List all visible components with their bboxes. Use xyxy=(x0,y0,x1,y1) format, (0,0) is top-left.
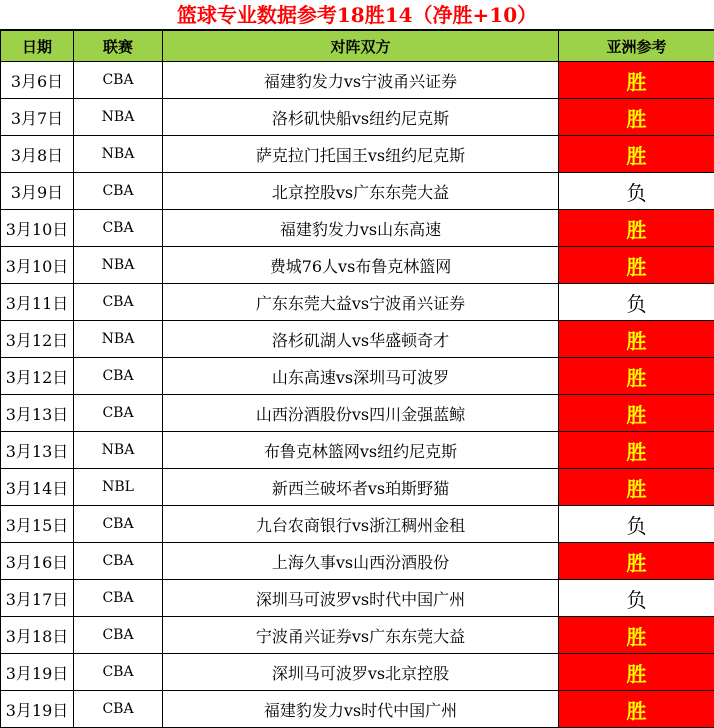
row-date: 3月13日 xyxy=(1,395,74,432)
sheet-title: 篮球专业数据参考18胜14（净胜+10） xyxy=(0,0,714,30)
row-date: 3月9日 xyxy=(1,173,74,210)
table-row xyxy=(1,691,714,728)
header-league: 联赛 xyxy=(74,31,163,62)
row-league: NBA xyxy=(74,321,163,358)
table-row xyxy=(1,395,714,432)
row-result: 胜 xyxy=(559,210,714,247)
results-table xyxy=(0,30,714,728)
table-row xyxy=(1,432,714,469)
row-date: 3月8日 xyxy=(1,136,74,173)
table-row xyxy=(1,321,714,358)
table-row xyxy=(1,99,714,136)
row-match: 布鲁克林篮网vs纽约尼克斯 xyxy=(163,432,559,469)
table-row xyxy=(1,173,714,210)
row-result: 胜 xyxy=(559,617,714,654)
row-result: 负 xyxy=(559,284,714,321)
row-match: 新西兰破坏者vs珀斯野猫 xyxy=(163,469,559,506)
row-date: 3月6日 xyxy=(1,62,74,99)
row-league: NBA xyxy=(74,99,163,136)
row-result: 负 xyxy=(559,506,714,543)
table-row xyxy=(1,358,714,395)
row-result: 胜 xyxy=(559,247,714,284)
table-body xyxy=(1,62,714,728)
row-match: 九台农商银行vs浙江稠州金租 xyxy=(163,506,559,543)
row-match: 福建豹发力vs山东高速 xyxy=(163,210,559,247)
row-result: 负 xyxy=(559,173,714,210)
row-result: 胜 xyxy=(559,62,714,99)
row-result: 胜 xyxy=(559,691,714,728)
row-date: 3月12日 xyxy=(1,321,74,358)
row-match: 广东东莞大益vs宁波甬兴证券 xyxy=(163,284,559,321)
row-date: 3月16日 xyxy=(1,543,74,580)
row-league: CBA xyxy=(74,506,163,543)
table-row xyxy=(1,62,714,99)
row-date: 3月19日 xyxy=(1,654,74,691)
table-row xyxy=(1,617,714,654)
row-match: 深圳马可波罗vs北京控股 xyxy=(163,654,559,691)
row-date: 3月15日 xyxy=(1,506,74,543)
row-league: CBA xyxy=(74,358,163,395)
row-match: 北京控股vs广东东莞大益 xyxy=(163,173,559,210)
row-league: NBL xyxy=(74,469,163,506)
row-date: 3月11日 xyxy=(1,284,74,321)
row-league: CBA xyxy=(74,210,163,247)
header-match: 对阵双方 xyxy=(163,31,559,62)
row-league: CBA xyxy=(74,580,163,617)
row-date: 3月10日 xyxy=(1,210,74,247)
row-date: 3月13日 xyxy=(1,432,74,469)
table-row xyxy=(1,284,714,321)
table-row xyxy=(1,136,714,173)
row-result: 负 xyxy=(559,580,714,617)
row-result: 胜 xyxy=(559,654,714,691)
row-match: 福建豹发力vs宁波甬兴证券 xyxy=(163,62,559,99)
table-row xyxy=(1,543,714,580)
table-row xyxy=(1,210,714,247)
row-result: 胜 xyxy=(559,136,714,173)
table-row xyxy=(1,506,714,543)
table-row xyxy=(1,469,714,506)
row-league: CBA xyxy=(74,691,163,728)
header-date: 日期 xyxy=(1,31,74,62)
row-result: 胜 xyxy=(559,543,714,580)
row-match: 上海久事vs山西汾酒股份 xyxy=(163,543,559,580)
row-league: NBA xyxy=(74,247,163,284)
row-date: 3月7日 xyxy=(1,99,74,136)
row-date: 3月12日 xyxy=(1,358,74,395)
row-result: 胜 xyxy=(559,321,714,358)
row-match: 洛杉矶湖人vs华盛顿奇才 xyxy=(163,321,559,358)
row-result: 胜 xyxy=(559,432,714,469)
row-league: NBA xyxy=(74,136,163,173)
row-date: 3月17日 xyxy=(1,580,74,617)
header-result: 亚洲参考 xyxy=(559,31,714,62)
table-row xyxy=(1,247,714,284)
row-date: 3月14日 xyxy=(1,469,74,506)
row-result: 胜 xyxy=(559,99,714,136)
row-match: 福建豹发力vs时代中国广州 xyxy=(163,691,559,728)
row-league: CBA xyxy=(74,395,163,432)
row-result: 胜 xyxy=(559,358,714,395)
row-match: 山西汾酒股份vs四川金强蓝鲸 xyxy=(163,395,559,432)
row-result: 胜 xyxy=(559,469,714,506)
row-league: CBA xyxy=(74,62,163,99)
row-match: 洛杉矶快船vs纽约尼克斯 xyxy=(163,99,559,136)
row-result: 胜 xyxy=(559,395,714,432)
row-league: CBA xyxy=(74,284,163,321)
row-league: NBA xyxy=(74,432,163,469)
row-match: 深圳马可波罗vs时代中国广州 xyxy=(163,580,559,617)
row-match: 萨克拉门托国王vs纽约尼克斯 xyxy=(163,136,559,173)
row-league: CBA xyxy=(74,617,163,654)
row-match: 山东高速vs深圳马可波罗 xyxy=(163,358,559,395)
row-date: 3月10日 xyxy=(1,247,74,284)
row-league: CBA xyxy=(74,654,163,691)
header-row xyxy=(1,31,714,62)
row-match: 费城76人vs布鲁克林篮网 xyxy=(163,247,559,284)
table-row xyxy=(1,580,714,617)
row-league: CBA xyxy=(74,543,163,580)
table-row xyxy=(1,654,714,691)
row-date: 3月18日 xyxy=(1,617,74,654)
row-match: 宁波甬兴证券vs广东东莞大益 xyxy=(163,617,559,654)
row-league: CBA xyxy=(74,173,163,210)
row-date: 3月19日 xyxy=(1,691,74,728)
